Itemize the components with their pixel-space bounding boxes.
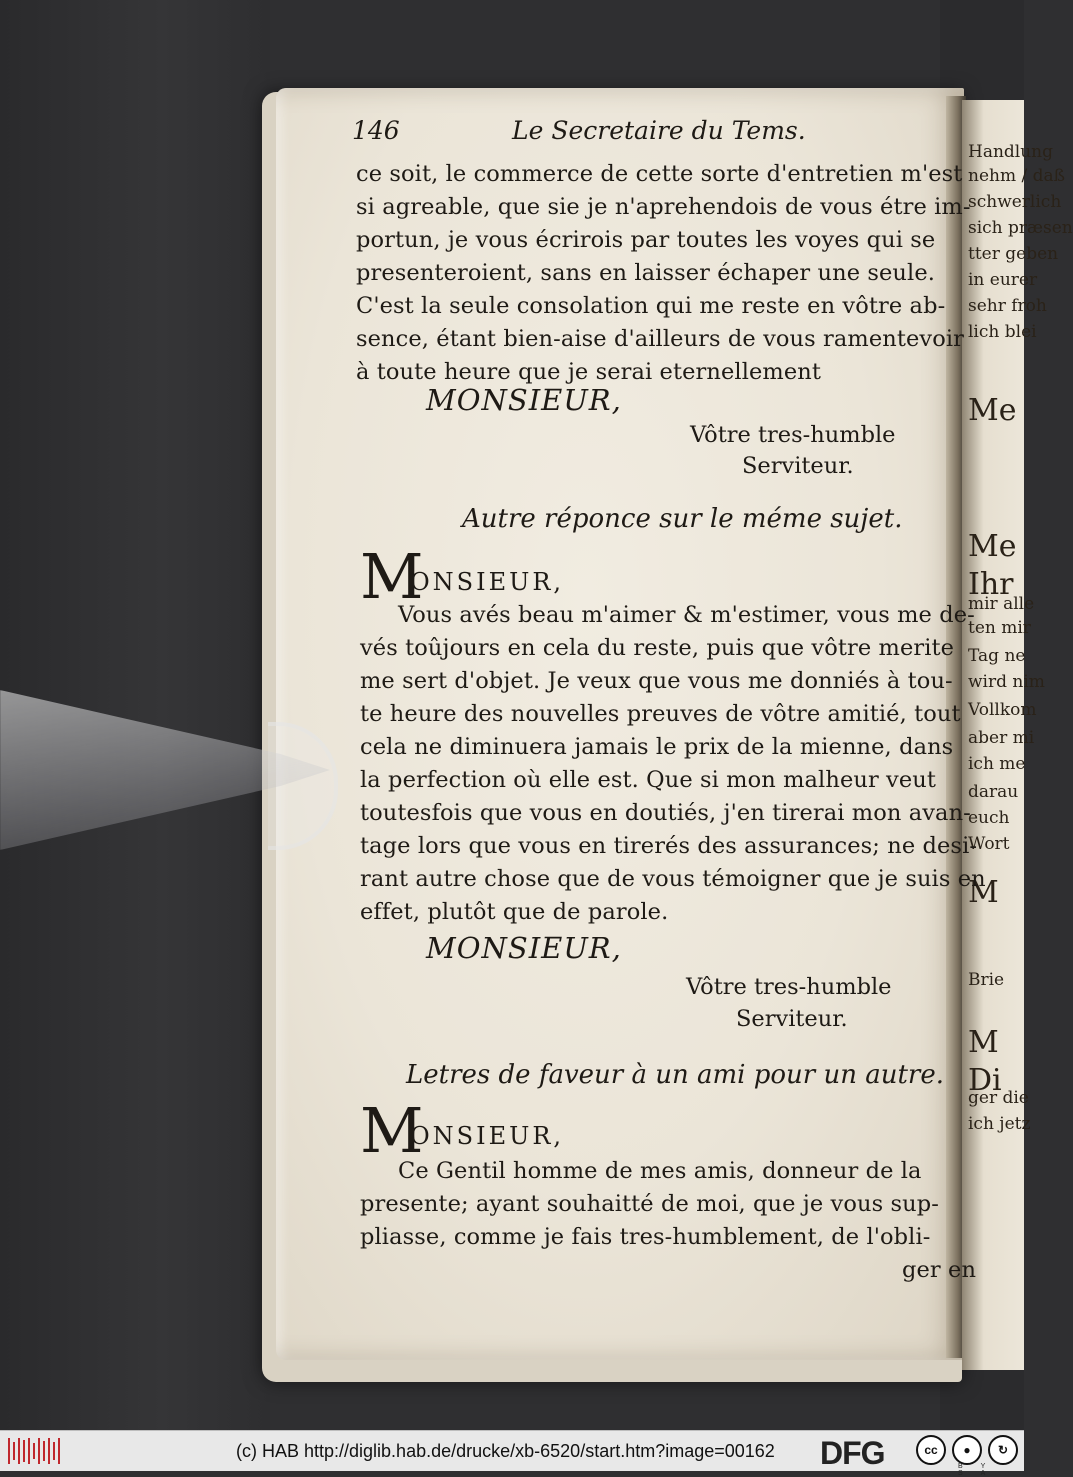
text-line: effet, plutôt que de parole. [360,899,669,925]
facing-page-text: Ihr [968,567,1014,602]
facing-page-text: lich blei [968,322,1037,342]
text-line: Vous avés beau m'aimer & m'estimer, vous me de- [398,602,975,628]
license-labels: BY SA [958,1463,1004,1477]
facing-page-text: ten mir [968,618,1031,638]
letter3-heading: Letres de faveur à un ami pour un autre. [406,1060,944,1090]
dfg-logo: DFG [820,1435,885,1471]
letter1-signature-1: Vôtre tres-humble [690,422,896,448]
facing-page-text: ich jetz [968,1114,1031,1134]
footer-bar [0,1430,1024,1477]
letter3-dropcap: M [360,1094,424,1167]
facing-page-text: Wort [968,834,1010,854]
facing-page-text: in eurer [968,270,1038,290]
cc-icon: cc [916,1435,946,1465]
facing-page-text: Me [968,529,1017,564]
cc-license-icons [916,1435,1018,1465]
letter1-salutation: MONSIEUR, [426,383,622,417]
facing-page-text: sehr froh [968,296,1047,316]
facing-page-text: M [968,875,999,910]
sa-icon: ↻ [988,1435,1018,1465]
facing-page-text: Di [968,1063,1002,1098]
letter3-opening: ONSIEUR, [410,1122,565,1150]
facing-page-text: sich præsen [968,218,1073,238]
text-line: me sert d'objet. Je veux que vous me donniés à tou- [360,668,953,694]
text-line: rant autre chose que de vous témoigner que je suis en [360,866,986,892]
facing-page-fragment [962,100,1073,1370]
letter2-salutation: MONSIEUR, [426,931,622,965]
text-line: tage lors que vous en tirerés des assurances; ne desi- [360,833,978,859]
text-line: toutesfois que vous en doutiés, j'en tirerai mon avan- [360,800,971,826]
facing-page-text: M [968,1025,999,1060]
facing-page-text: nehm / daß [968,166,1065,186]
text-line: presenteroient, sans en laisser échaper une seule. [356,260,935,286]
facing-page-text: darau [968,782,1019,802]
letter2-heading: Autre réponce sur le méme sujet. [462,504,903,534]
letter2-opening: ONSIEUR, [410,568,565,596]
facing-page-text: wird nim [968,672,1045,692]
page-number: 146 [352,116,400,145]
text-line: C'est la seule consolation qui me reste en vôtre ab- [356,293,946,319]
facing-page-text: ich me [968,754,1026,774]
facing-page-text: schwerlich [968,192,1062,212]
facing-page-text: Vollkom [968,700,1037,720]
letter2-signature-1: Vôtre tres-humble [686,974,892,1000]
text-line: cela ne diminuera jamais le prix de la mienne, dans [360,734,954,760]
catchword: ger en [902,1257,977,1283]
text-line: si agreable, que sie je n'aprehendois de vous étre im- [356,194,971,220]
facing-page-text: Brie [968,970,1005,990]
text-line: pliasse, comme je fais tres-humblement, de l'obli- [360,1224,931,1250]
letter2-signature-2: Serviteur. [736,1006,848,1032]
letter1-signature-2: Serviteur. [742,453,854,479]
running-title: Le Secretaire du Tems. [512,116,806,145]
text-line: portun, je vous écrirois par toutes les voyes qui se [356,227,936,253]
facing-page-text: Tag ne [968,646,1026,666]
text-line: ce soit, le commerce de cette sorte d'entretien m'est [356,161,963,187]
text-line: presente; ayant souhaitté de moi, que je vous sup- [360,1191,939,1217]
facing-page-text: ger die [968,1088,1029,1108]
text-line: à toute heure que je serai eternellement [356,359,821,385]
facing-page-text: Me [968,393,1017,428]
text-line: te heure des nouvelles preuves de vôtre amitié, tout [360,701,961,727]
hab-logo-icon [8,1438,60,1464]
by-icon: ● [952,1435,982,1465]
text-line: Ce Gentil homme de mes amis, donneur de la [398,1158,922,1184]
letter2-dropcap: M [360,540,424,613]
credit-link[interactable]: (c) HAB http://diglib.hab.de/drucke/xb-6520/start.htm?image=00162 [236,1441,775,1461]
facing-page-text: euch [968,808,1010,828]
facing-page-text: Handlung [968,142,1054,162]
facing-page-text: aber mi [968,728,1035,748]
text-line: vés toûjours en cela du reste, puis que vôtre merite [360,635,955,661]
text-line: la perfection où elle est. Que si mon malheur veut [360,767,937,793]
text-line: sence, étant bien-aise d'ailleurs de vous ramentevoir [356,326,965,352]
facing-page-text: tter geben [968,244,1059,264]
facing-page-text: mir alle [968,594,1035,614]
